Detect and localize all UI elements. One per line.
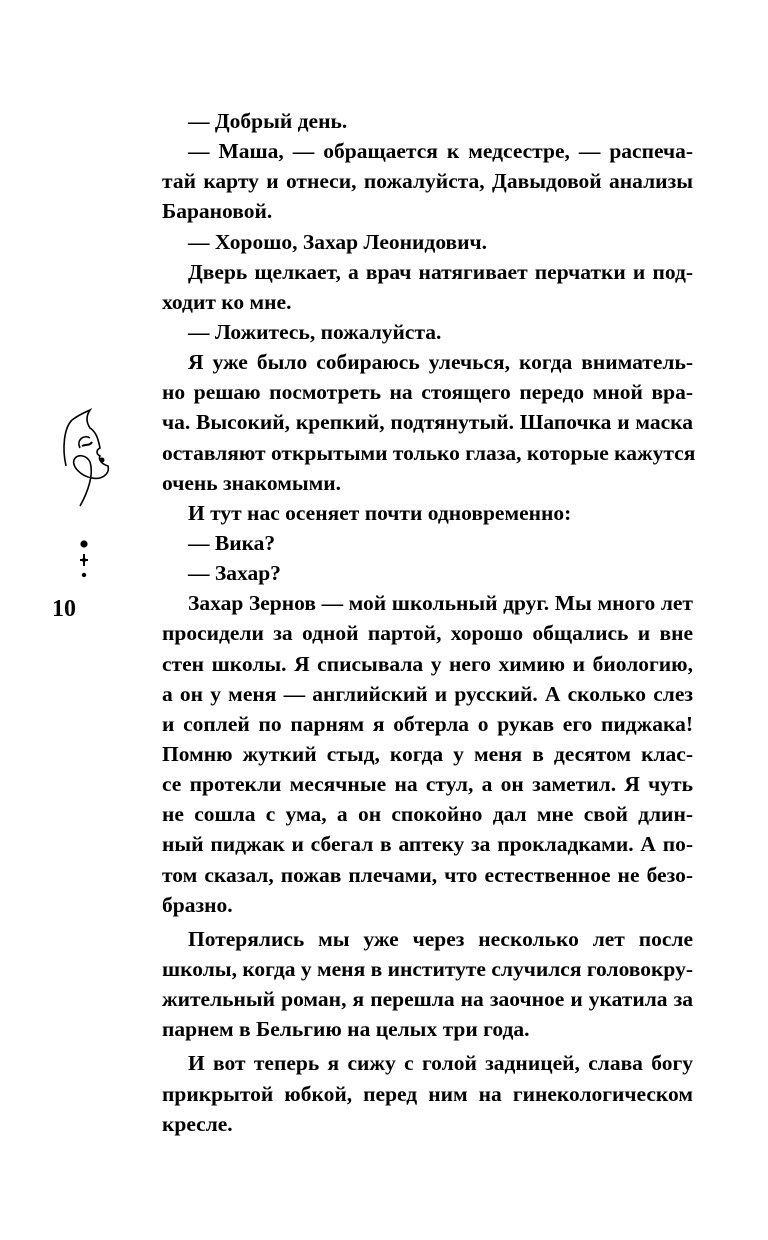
face-profile-ornament-icon xyxy=(52,408,112,508)
text-line: тай карту и отнеси, пожалуйста, Давыдовой анализы xyxy=(162,169,693,194)
text-line: кресле. xyxy=(162,1111,233,1136)
text-line: Дверь щелкает, а врач натягивает перчатки и под- xyxy=(188,259,693,284)
text-line: не сошла с ума, а он спокойно дал мне свой длин- xyxy=(162,802,693,827)
text-line: том сказал, пожав плечами, что естественное не безо- xyxy=(162,862,693,887)
text-line: очень знакомыми. xyxy=(162,470,342,495)
text-line: школы, когда у меня в институте случился головокру- xyxy=(162,956,693,981)
text-line: Захар Зернов — мой школьный друг. Мы много лет xyxy=(188,591,693,616)
text-line: — Вика? xyxy=(188,530,276,555)
text-line: но решаю посмотреть на стоящего передо мной вра- xyxy=(162,380,693,405)
text-line: бразно. xyxy=(162,892,233,917)
text-line: Помню жуткий стыд, когда у меня в десятом клас- xyxy=(162,741,693,766)
text-line: — Захар? xyxy=(188,561,281,586)
text-line: стен школы. Я списывала у него химию и биологию, xyxy=(162,651,693,676)
text-line: ходит ко мне. xyxy=(162,289,292,314)
body-text xyxy=(162,106,696,1139)
page-number: 10 xyxy=(52,596,76,622)
text-line: Барановой. xyxy=(162,199,273,224)
text-line: — Добрый день. xyxy=(188,109,348,133)
text-line: просидели за одной партой, хорошо общались и вне xyxy=(162,621,693,646)
text-line: — Ложитесь, пожалуйста. xyxy=(188,319,442,344)
text-line: ча. Высокий, крепкий, подтянутый. Шапочка и маска xyxy=(162,410,693,435)
text-line: парнем в Бельгию на целых три года. xyxy=(162,1017,530,1042)
text-line: се протекли месячные на стул, а он заметил. Я чуть xyxy=(162,772,693,797)
text-line: и соплей по парням я обтерла о рукав его пиджака! xyxy=(162,711,693,736)
text-line: И тут нас осеняет почти одновременно: xyxy=(188,500,572,525)
dots-ornament-icon xyxy=(74,538,94,582)
text-line: жительный роман, я перешла на заочное и укатила за xyxy=(162,987,693,1012)
text-line: — Хорошо, Захар Леонидович. xyxy=(188,229,488,254)
text-line: ный пиджак и сбегал в аптеку за прокладками. А по- xyxy=(162,832,693,857)
text-line: Потерялись мы уже через несколько лет после xyxy=(188,926,693,951)
text-line: Я уже было собираюсь улечься, когда вниматель- xyxy=(188,350,693,375)
text-line: — Маша, — обращается к медсестре, — распеча- xyxy=(188,139,693,164)
text-line: оставляют открытыми только глаза, которые кажутся xyxy=(162,440,696,465)
text-line: прикрытой юбкой, перед ним на гинекологическом xyxy=(162,1081,693,1106)
text-line: а он у меня — английский и русский. А сколько слез xyxy=(162,681,693,706)
text-line: И вот теперь я сижу с голой задницей, слава богу xyxy=(188,1051,693,1076)
